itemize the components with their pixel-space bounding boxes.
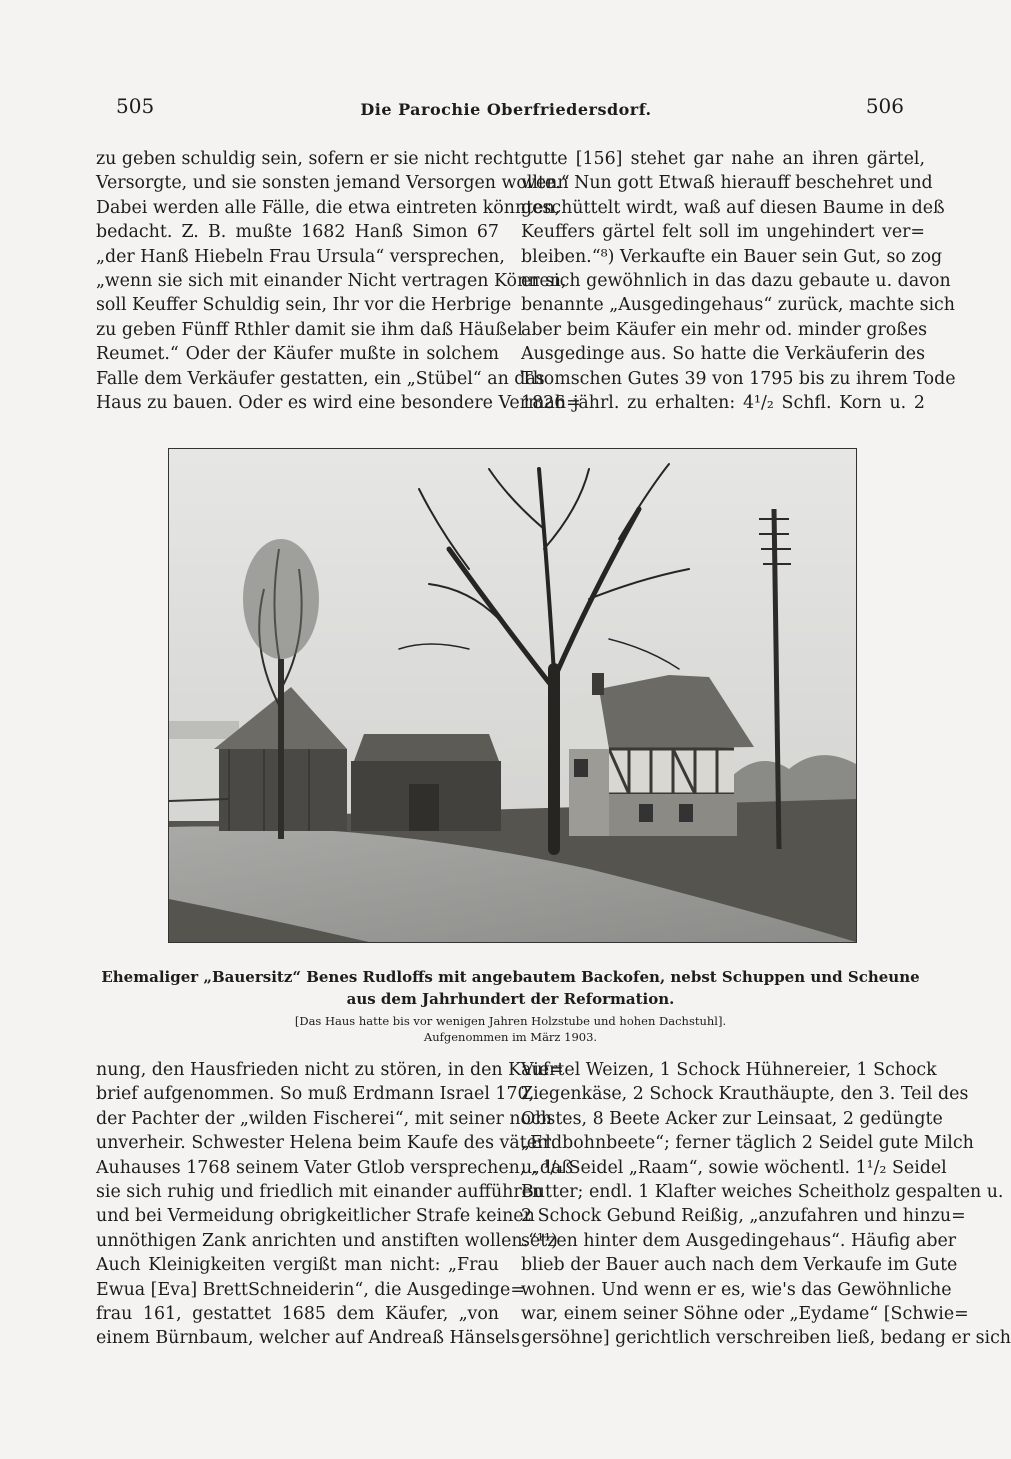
text-line: Falle dem Verkäufer gestatten, ein „Stübel“ an das [96,368,545,389]
caption-note: [Das Haus hatte bis vor wenigen Jahren Holzstube und hohen Dachstuhl]. [294,1014,727,1028]
text-line: Keuffers gärtel felt soll im ungehindert ver= [521,222,925,243]
text-line: und bei Vermeidung obrigkeitlicher Strafe keinen [96,1206,535,1227]
text-line: Auhauses 1768 seinem Vater Gtlob versprechen, „daß [96,1157,574,1178]
text-line: Obstes, 8 Beete Acker zur Leinsaat, 2 gedüngte [521,1108,943,1129]
text-column-top-left [96,147,581,415]
text-line: u. ¹/₄ Seidel „Raam“, sowie wöchentl. 1¹/₂ Seidel [521,1157,947,1178]
text-line: geschüttelt wirdt, waß auf diesen Baume in deß [521,197,945,218]
page-number-left: 505 [116,94,155,118]
text-line: setzen hinter dem Ausgedingehaus“. Häufig aber [521,1230,957,1251]
text-line: gersöhne] gerichtlich verschreiben ließ, bedang er sich [521,1328,1011,1349]
text-line: „wenn sie sich mit einander Nicht vertragen Können, [96,270,567,291]
text-column-bottom-right [521,1058,1011,1351]
text-line: er sich gewöhnlich in das dazu gebaute u. davon [521,270,951,291]
caption-line: Ehemaliger „Bauersitz“ Benes Rudloffs mit angebautem Backofen, nebst Schuppen und Scheune [101,968,920,986]
text-line: Versorgte, und sie sonsten jemand Versorgen wollte.“ [96,173,570,194]
text-column-bottom-left [96,1058,574,1351]
text-line: bedacht. Z. B. mußte 1682 Hanß Simon 67 [96,222,499,243]
text-line: gutte [156] stehet gar nahe an ihren gärtel, [521,149,925,169]
text-line: zu geben Fünff Rthler damit sie ihm daß Häußel [96,319,523,340]
text-line: bleiben.“⁸) Verkaufte ein Bauer sein Gut, so zog [521,246,943,267]
text-line: sie sich ruhig und friedlich mit einander aufführen [96,1181,544,1202]
text-line: Auch Kleinigkeiten vergißt man nicht: „Frau [96,1255,499,1276]
photo-caption [96,966,925,1010]
text-line: soll Keuffer Schuldig sein, Ihr vor die Herbrige [96,295,512,316]
text-line: nung, den Hausfrieden nicht zu stören, in den Kauf= [96,1060,564,1080]
text-line: Butter; endl. 1 Klafter weiches Scheitholz gespalten u. [521,1181,1004,1202]
text-line: aber beim Käufer ein mehr od. minder großes [521,319,928,340]
text-line: Dabei werden alle Fälle, die etwa eintreten könnten, [96,197,561,218]
text-line: brief aufgenommen. So muß Erdmann Israel 170, [96,1084,535,1105]
text-line: blieb der Bauer auch nach dem Verkaufe im Gute [521,1255,958,1276]
text-line: benannte „Ausgedingehaus“ zurück, machte sich [521,295,955,316]
text-line: 1826 jährl. zu erhalten: 4¹/₂ Schfl. Korn u. 2 [521,392,925,413]
page-number-right: 506 [865,94,904,118]
text-line: frau 161, gestattet 1685 dem Käufer, „von [96,1303,499,1324]
text-line: Thomschen Gutes 39 von 1795 bis zu ihrem Tode [521,368,956,389]
text-line: Ziegenkäse, 2 Schock Krauthäupte, den 3. Teil des [521,1084,969,1105]
text-line: 2 Schock Gebund Reißig, „anzufahren und hinzu= [521,1206,966,1227]
text-line: einem Bürnbaum, welcher auf Andreaß Hänsels [96,1328,520,1349]
caption-line: aus dem Jahrhundert der Reformation. [346,990,675,1008]
caption-date: Aufgenommen im März 1903. [423,1030,598,1044]
text-line: Ausgedinge aus. So hatte die Verkäuferin des [521,344,925,365]
text-line: „Erdbohnbeete“; ferner täglich 2 Seidel gute Milch [521,1133,974,1154]
text-line: unnöthigen Zank anrichten und anstiften wollen.“¹¹) [96,1230,558,1251]
text-line: war, einem seiner Söhne oder „Eydame“ [Schwie= [521,1303,969,1324]
text-line: Viertel Weizen, 1 Schock Hühnereier, 1 Schock [521,1060,937,1080]
text-column-top-right [521,147,956,415]
text-line: Ewua [Eva] BrettSchneiderin“, die Ausgedinge= [96,1279,525,1300]
text-line: wenn Nun gott Etwaß hierauff beschehret und [521,173,933,194]
text-line: unverheir. Schwester Helena beim Kaufe des väterl. [96,1133,557,1154]
text-line: der Pachter der „wilden Fischerei“, mit seiner noch [96,1108,552,1129]
text-line: wohnen. Und wenn er es, wie's das Gewöhnliche [521,1279,952,1300]
text-line: zu geben schuldig sein, sofern er sie nicht recht [96,149,521,169]
text-line: „der Hanß Hiebeln Frau Ursula“ versprechen, [96,246,505,267]
text-line: Reumet.“ Oder der Käufer mußte in solchem [96,344,499,365]
text-line: Haus zu bauen. Oder es wird eine besondere Vermah= [96,392,581,413]
farmhouse-photograph [168,448,857,943]
running-title: Die Parochie Oberfriedersdorf. [360,100,652,119]
running-header [108,94,904,124]
